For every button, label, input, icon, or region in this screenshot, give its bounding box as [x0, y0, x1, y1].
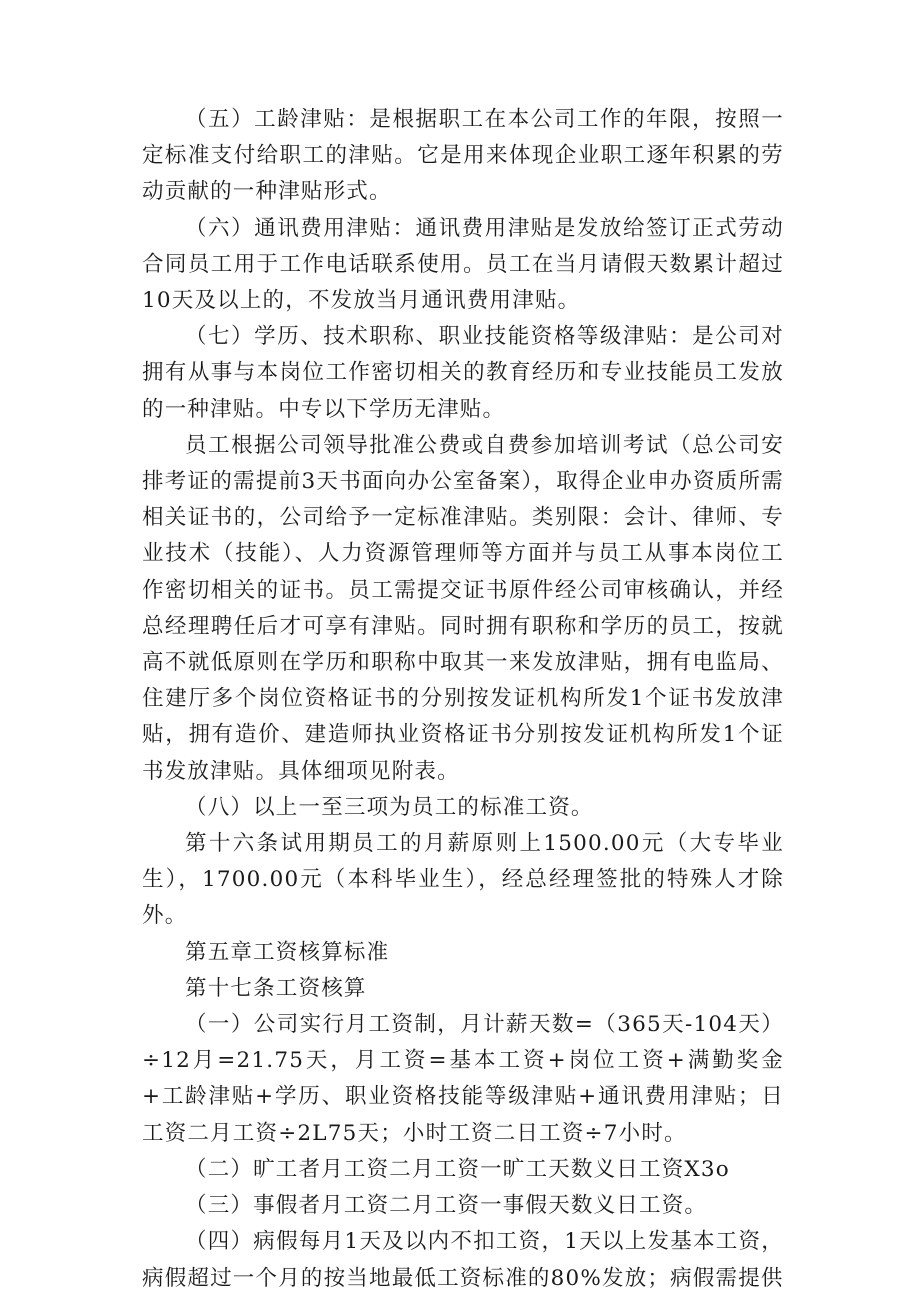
- document-page: [142, 102, 784, 1297]
- paragraph-sick-leave: （四）病假每月1天及以内不扣工资，1天以上发基本工资，病假超过一个月的按当地最低工资标准的80%发放；病假需提供: [142, 1229, 784, 1291]
- paragraph-education-allowance: （七）学历、技术职称、职业技能资格等级津贴：是公司对拥有从事与本岗位工作密切相关的教育经历和专业技能员工发放的一种津贴。中专以下学历无津贴。: [142, 324, 784, 422]
- paragraph-monthly-wage: （一）公司实行月工资制，月计薪天数=（365天-104天）÷12月=21.75天，月工资=基本工资+岗位工资+满勤奖金+工龄津贴+学历、职业资格技能等级津贴+通讯费用津贴；日工资二月工资÷2L75天；小时工资二日工资÷7小时。: [142, 1012, 784, 1146]
- article-17-heading: 第十七条工资核算: [185, 975, 367, 1001]
- paragraph-article-16: 第十六条试用期员工的月薪原则上1500.00元（大专毕业生），1700.00元（本科毕业生），经总经理签批的特殊人才除外。: [142, 831, 784, 929]
- paragraph-certificate-allowance: 员工根据公司领导批准公费或自费参加培训考试（总公司安排考证的需提前3天书面向办公室备案），取得企业申办资质所需相关证书的，公司给予一定标准津贴。类别限：会计、律师、专业技术（技能）、人力资源管理师等方面并与员工从事本岗位工作密切相关的证书。员工需提交证书原件经公司审核确认，并经总经理聘任后才可享有津贴。同时拥有职称和学历的员工，按就高不就低原则在学历和职称中取其一来发放津贴，拥有电监局、住建厅多个岗位资格证书的分别按发证机构所发1个证书发放津贴，拥有造价、建造师执业资格证书分别按发证机构所发1个证书发放津贴。具体细项见附表。: [142, 432, 784, 784]
- paragraph-standard-wage: （八）以上一至三项为员工的标准工资。: [185, 794, 594, 820]
- paragraph-personal-leave: （三）事假者月工资二月工资一事假天数义日工资。: [185, 1193, 708, 1219]
- paragraph-communication-allowance: （六）通讯费用津贴：通讯费用津贴是发放给签订正式劳动合同员工用于工作电话联系使用。员工在当月请假天数累计超过10天及以上的，不发放当月通讯费用津贴。: [142, 215, 784, 314]
- paragraph-absenteeism: （二）旷工者月工资二月工资一旷工天数义日工资X3o: [185, 1156, 730, 1182]
- paragraph-seniority-allowance: （五）工龄津贴：是根据职工在本公司工作的年限，按照一定标准支付给职工的津贴。它是用来体现企业职工逐年积累的劳动贡献的一种津贴形式。: [142, 107, 784, 205]
- chapter-5-heading: 第五章工资核算标准: [185, 939, 390, 965]
